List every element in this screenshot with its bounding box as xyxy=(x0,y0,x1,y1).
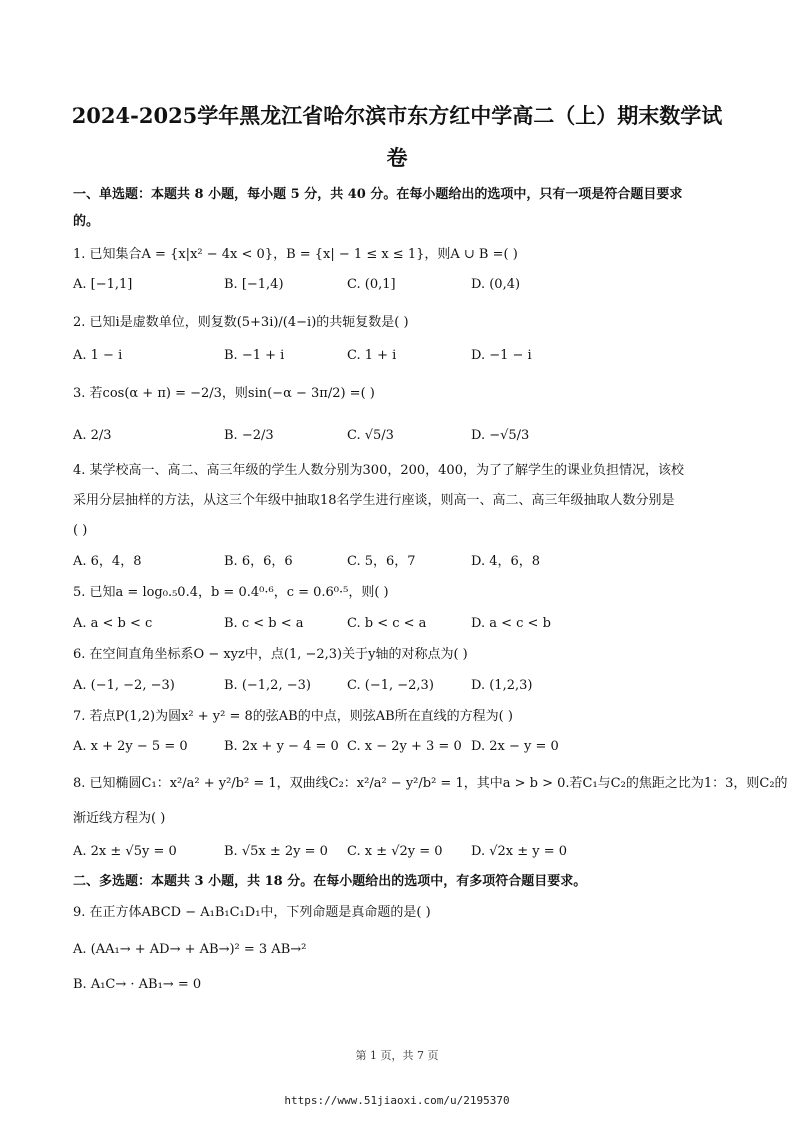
exam-title-line2: 卷 xyxy=(386,145,408,170)
question-8-option-a[interactable]: A. 2x ± √5y = 0 xyxy=(73,844,177,859)
section2-header: 二、多选题：本题共 3 小题，共 18 分。在每小题给出的选项中，有多项符合题目要求。 xyxy=(73,874,587,889)
question-2-option-c[interactable]: C. 1 + i xyxy=(347,348,397,363)
question-2-option-b[interactable]: B. −1 + i xyxy=(224,348,285,363)
question-8-options xyxy=(73,843,723,861)
question-3-option-b[interactable]: B. −2/3 xyxy=(224,428,274,443)
question-1-option-a[interactable]: A. [−1,1] xyxy=(73,277,133,292)
question-6-stem: 6. 在空间直角坐标系O − xyz中，点(1, −2,3)关于y轴的对称点为( ) xyxy=(73,647,468,662)
section1-header-cont: 的。 xyxy=(73,214,100,229)
question-9-stem: 9. 在正方体ABCD − A₁B₁C₁D₁中，下列命题是真命题的是( ) xyxy=(73,905,431,920)
section1-header: 一、单选题：本题共 8 小题，每小题 5 分，共 40 分。在每小题给出的选项中，只有一项是符合题目要求 xyxy=(73,187,683,202)
question-1-stem: 1. 已知集合A = {x|x² − 4x < 0}，B = {x| − 1 ≤ x ≤ 1}，则A ∪ B =( ) xyxy=(73,247,518,262)
question-4-stem-line3: ( ) xyxy=(73,523,88,538)
question-6-options xyxy=(73,677,723,695)
question-4-options xyxy=(73,553,723,571)
watermark-url: https://www.51jiaoxi.com/u/2195370 xyxy=(284,1094,510,1107)
question-8-option-d[interactable]: D. √2x ± y = 0 xyxy=(471,844,568,859)
question-8-stem-line2: 渐近线方程为( ) xyxy=(73,811,166,826)
question-2-option-a[interactable]: A. 1 − i xyxy=(73,348,123,363)
question-8-stem-line1: 8. 已知椭圆C₁：x²/a² + y²/b² = 1，双曲线C₂：x²/a² − y²/b² = 1，其中a > b > 0.若C₁与C₂的焦距之比为1：3，则C₂的 xyxy=(73,776,788,791)
question-7-stem: 7. 若点P(1,2)为圆x² + y² = 8的弦AB的中点，则弦AB所在直线的方程为( ) xyxy=(73,709,513,724)
question-1-option-c[interactable]: C. (0,1] xyxy=(347,277,396,292)
question-7-option-c[interactable]: C. x − 2y + 3 = 0 xyxy=(347,739,462,754)
question-5-stem: 5. 已知a = log₀.₅0.4，b = 0.4⁰·⁶，c = 0.6⁰·⁵，则( ) xyxy=(73,585,389,600)
question-3-option-c[interactable]: C. √5/3 xyxy=(347,428,394,443)
question-6-option-c[interactable]: C. (−1, −2,3) xyxy=(347,678,434,693)
question-5-option-b[interactable]: B. c < b < a xyxy=(224,616,304,631)
question-4-stem-line1: 4. 某学校高一、高二、高三年级的学生人数分别为300，200，400，为了了解学生的课业负担情况，该校 xyxy=(73,463,684,478)
question-5-option-a[interactable]: A. a < b < c xyxy=(73,616,153,631)
question-4-option-d[interactable]: D. 4，6，8 xyxy=(471,554,541,569)
question-1-options xyxy=(73,276,723,294)
question-6-option-d[interactable]: D. (1,2,3) xyxy=(471,678,533,693)
question-2-stem: 2. 已知i是虚数单位，则复数(5+3i)/(4−i)的共轭复数是( ) xyxy=(73,315,409,330)
question-4-option-a[interactable]: A. 6，4，8 xyxy=(73,554,142,569)
question-7-option-d[interactable]: D. 2x − y = 0 xyxy=(471,739,559,754)
question-9-option-b[interactable]: B. A₁C→ · AB₁→ = 0 xyxy=(73,977,202,992)
question-4-option-b[interactable]: B. 6，6，6 xyxy=(224,554,293,569)
question-5-option-d[interactable]: D. a < c < b xyxy=(471,616,551,631)
question-3-options xyxy=(73,427,723,445)
question-1-option-b[interactable]: B. [−1,4) xyxy=(224,277,284,292)
question-1-option-d[interactable]: D. (0,4) xyxy=(471,277,521,292)
question-3-option-a[interactable]: A. 2/3 xyxy=(73,428,112,443)
exam-title-line1: 2024-2025学年黑龙江省哈尔滨市东方红中学高二（上）期末数学试 xyxy=(71,103,723,128)
question-7-options xyxy=(73,738,723,756)
question-5-options xyxy=(73,615,723,633)
question-3-stem: 3. 若cos(α + π) = −2/3，则sin(−α − 3π/2) =( ) xyxy=(73,386,375,401)
question-7-option-a[interactable]: A. x + 2y − 5 = 0 xyxy=(73,739,188,754)
question-8-option-c[interactable]: C. x ± √2y = 0 xyxy=(347,844,443,859)
question-2-options xyxy=(73,347,723,365)
page-footer: 第 1 页，共 7 页 xyxy=(355,1049,439,1062)
question-4-stem-line2: 采用分层抽样的方法，从这三个年级中抽取18名学生进行座谈，则高一、高二、高三年级抽取人数分别是 xyxy=(73,493,675,508)
question-7-option-b[interactable]: B. 2x + y − 4 = 0 xyxy=(224,739,339,754)
question-4-option-c[interactable]: C. 5，6，7 xyxy=(347,554,416,569)
question-5-option-c[interactable]: C. b < c < a xyxy=(347,616,427,631)
question-6-option-b[interactable]: B. (−1,2, −3) xyxy=(224,678,311,693)
question-6-option-a[interactable]: A. (−1, −2, −3) xyxy=(73,678,175,693)
question-3-option-d[interactable]: D. −√5/3 xyxy=(471,428,530,443)
question-9-option-a[interactable]: A. (AA₁→ + AD→ + AB→)² = 3 AB→² xyxy=(73,942,307,957)
question-8-option-b[interactable]: B. √5x ± 2y = 0 xyxy=(224,844,328,859)
question-2-option-d[interactable]: D. −1 − i xyxy=(471,348,532,363)
